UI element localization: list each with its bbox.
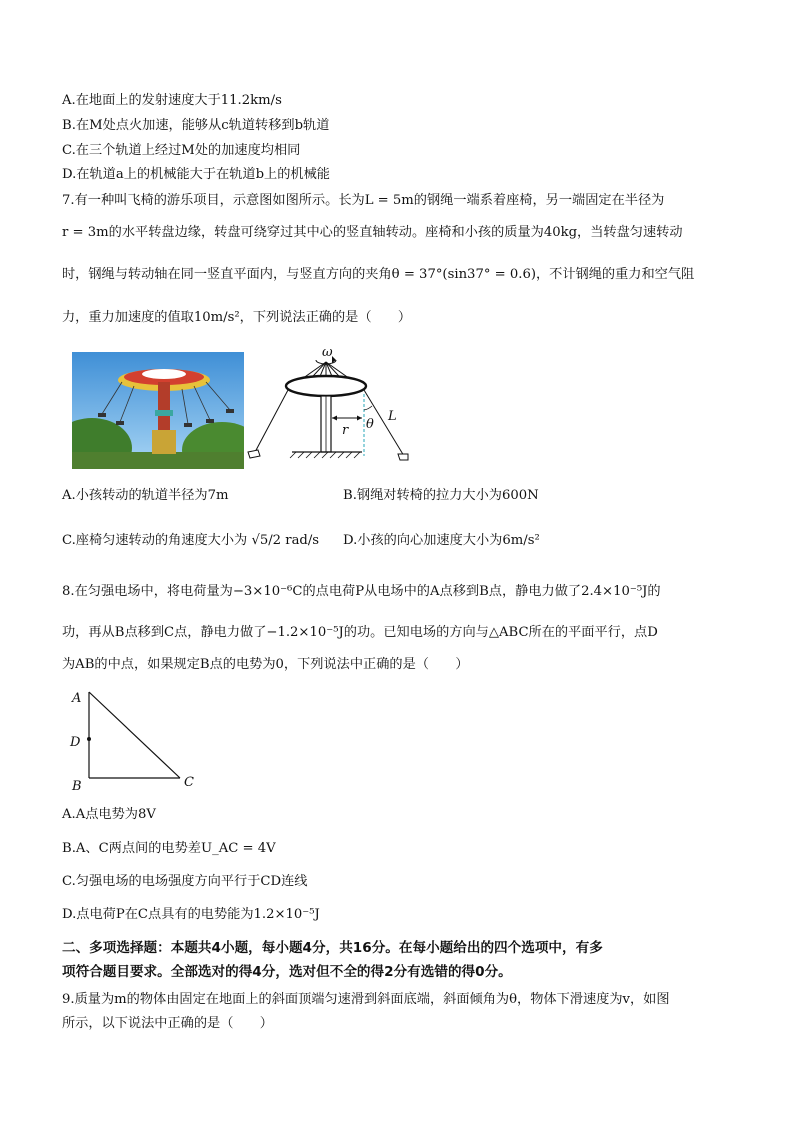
q8-stem-line-3: 为AB的中点，如果规定B点的电势为0，下列说法中正确的是（ ）	[62, 657, 469, 672]
swing-ride-photo	[72, 352, 244, 469]
point-d-label: D	[70, 735, 81, 750]
q7-option-c: C.座椅匀速转动的角速度大小为 √5/2 rad/s	[62, 533, 320, 548]
rope-length-label: L	[388, 409, 397, 424]
vertex-b-label: B	[72, 779, 82, 794]
q8-stem-line-2: 功，再从B点移到C点，静电力做了−1.2×10⁻⁵J的功。已知电场的方向与△ABC所在的平面平行，点D	[62, 625, 658, 640]
q8-option-b: B.A、C两点间的电势差U_AC = 4V	[62, 841, 276, 856]
swing-ride-diagram	[244, 344, 422, 472]
section2-heading-line-2: 项符合题目要求。全部选对的得4分，选对但不全的得2分有选错的得0分。	[62, 964, 512, 980]
vertex-c-label: C	[184, 775, 194, 790]
q6-option-b: B.在M处点火加速，能够从c轨道转移到b轨道	[62, 118, 330, 133]
q6-option-a: A.在地面上的发射速度大于11.2km/s	[62, 93, 282, 108]
q8-option-c: C.匀强电场的电场强度方向平行于CD连线	[62, 874, 308, 889]
q6-option-c: C.在三个轨道上经过M处的加速度均相同	[62, 143, 301, 158]
q6-option-d: D.在轨道a上的机械能大于在轨道b上的机械能	[62, 167, 330, 182]
q7-stem-line-1: 7.有一种叫飞椅的游乐项目，示意图如图所示。长为L = 5m的钢绳一端系着座椅，另一端固定在半径为	[62, 193, 665, 208]
q7-stem-line-3: 时，钢绳与转动轴在同一竖直平面内，与竖直方向的夹角θ = 37°(sin37° = 0.6)，不计钢绳的重力和空气阻	[62, 267, 695, 282]
theta-label: θ	[366, 417, 374, 432]
q9-stem-line-1: 9.质量为m的物体由固定在地面上的斜面顶端匀速滑到斜面底端，斜面倾角为θ，物体下滑速度为v，如图	[62, 992, 670, 1007]
q8-option-d: D.点电荷P在C点具有的电势能为1.2×10⁻⁵J	[62, 907, 320, 922]
q7-option-a: A.小孩转动的轨道半径为7m	[62, 488, 229, 503]
vertex-a-label: A	[72, 691, 82, 706]
q8-option-a: A.A点电势为8V	[62, 807, 156, 822]
q7-option-d: D.小孩的向心加速度大小为6m/s²	[343, 533, 540, 548]
q7-option-b: B.钢绳对转椅的拉力大小为600N	[343, 488, 539, 503]
q7-stem-line-4: 力，重力加速度的值取10m/s²，下列说法正确的是（ ）	[62, 310, 412, 325]
omega-label: ω	[322, 345, 333, 360]
q7-stem-line-2: r = 3m的水平转盘边缘，转盘可绕穿过其中心的竖直轴转动。座椅和小孩的质量为40kg，当转盘匀速转动	[62, 225, 683, 240]
q8-stem-line-1: 8.在匀强电场中，将电荷量为−3×10⁻⁶C的点电荷P从电场中的A点移到B点，静电力做了2.4×10⁻⁵J的	[62, 584, 661, 599]
radius-label: r	[342, 423, 349, 438]
section2-heading-line-1: 二、多项选择题：本题共4小题，每小题4分，共16分。在每小题给出的四个选项中，有多	[62, 940, 603, 956]
q9-stem-line-2: 所示，以下说法中正确的是（ ）	[62, 1016, 273, 1031]
triangle-abc-diagram	[66, 684, 206, 794]
